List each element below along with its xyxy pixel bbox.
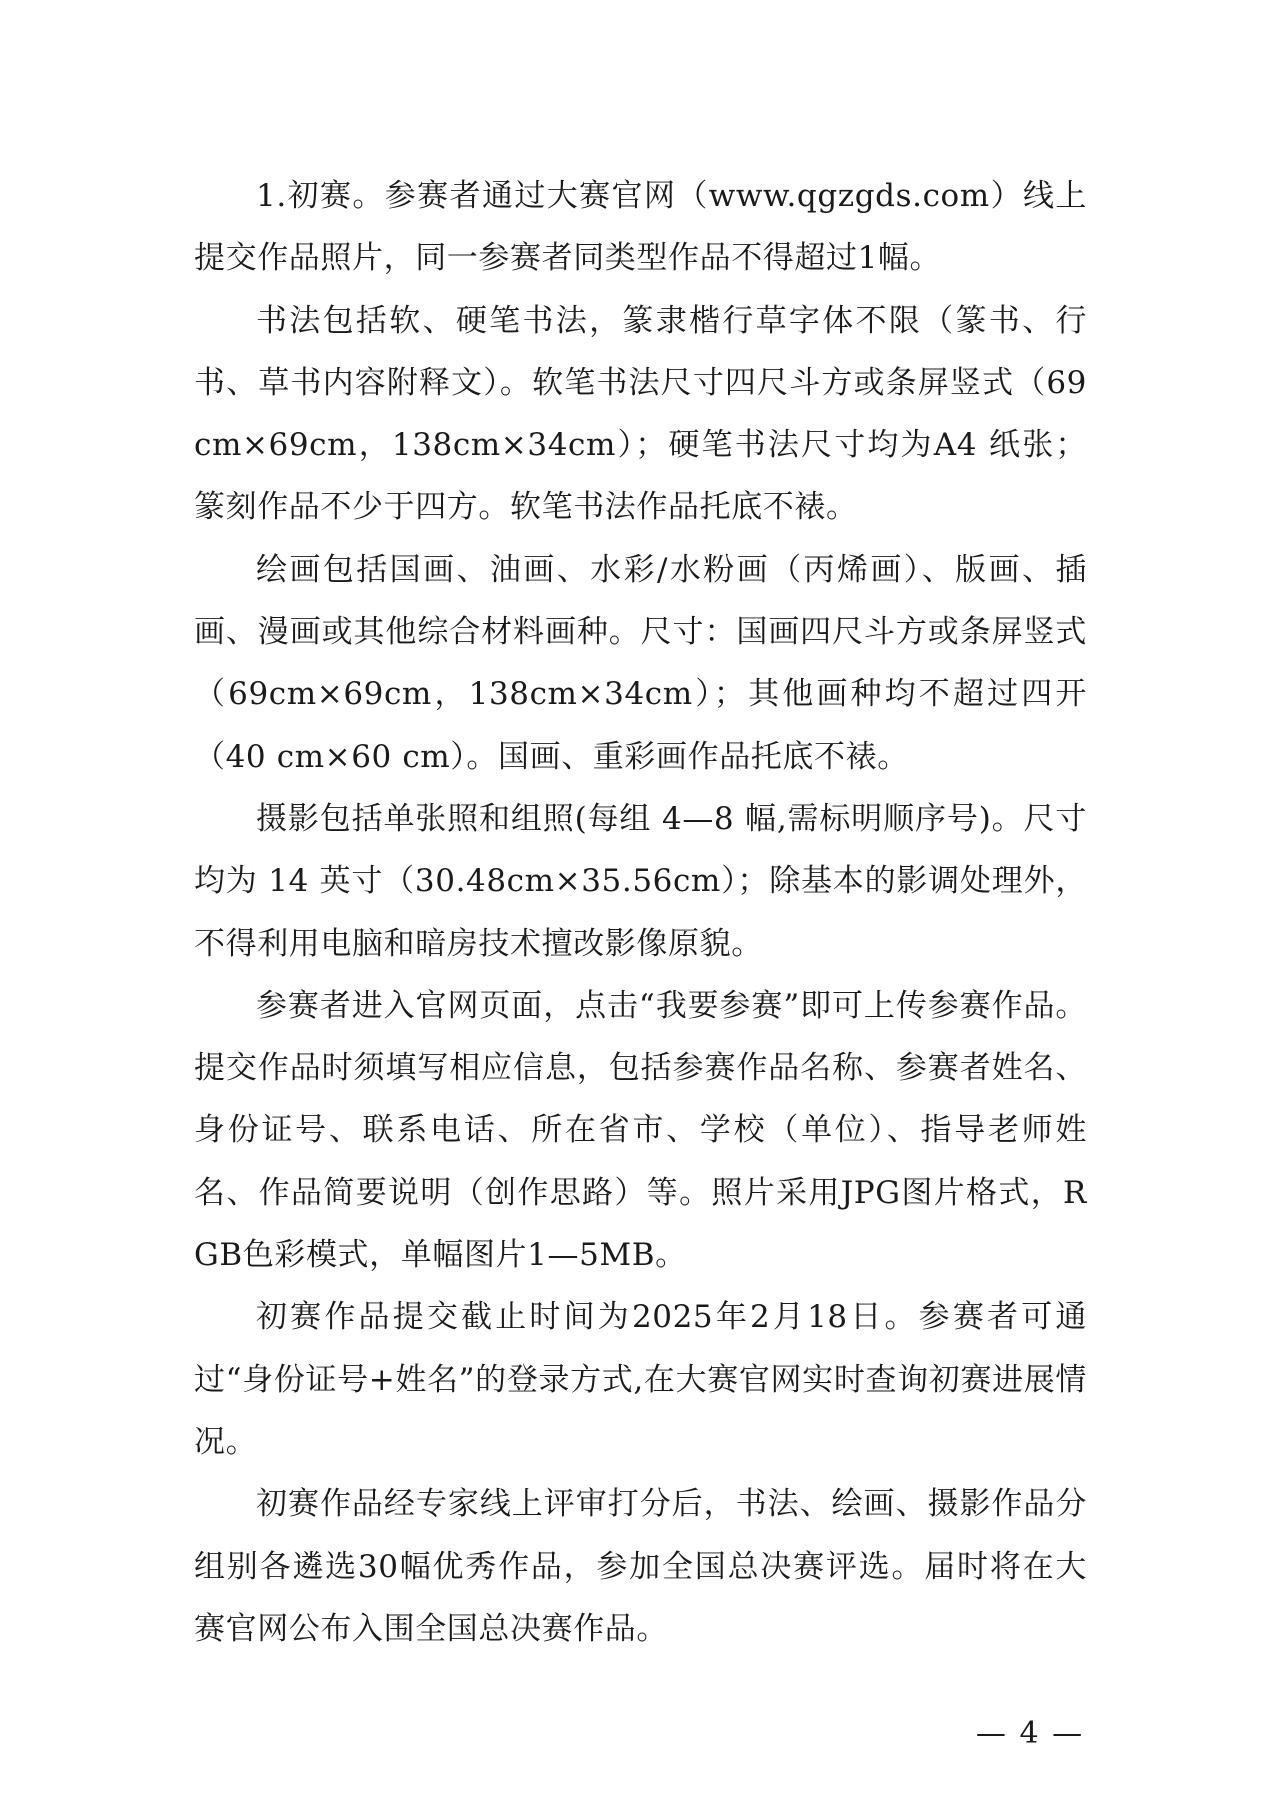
paragraph-review: 初赛作品经专家线上评审打分后，书法、绘画、摄影作品分组别各遴选30幅优秀作品，参加全国总决赛评选。届时将在大赛官网公布入围全国总决赛作品。 bbox=[194, 1486, 1087, 1647]
page-number: — 4 — bbox=[975, 1716, 1085, 1751]
paragraph-submission: 参赛者进入官网页面，点击“我要参赛”即可上传参赛作品。提交作品时须填写相应信息，包括参赛作品名称、参赛者姓名、身份证号、联系电话、所在省市、学校（单位）、指导老师姓名、作品简要说明（创作思路）等。照片采用JPG图片格式，RGB色彩模式，单幅图片1—5MB。 bbox=[194, 987, 1087, 1274]
paragraph-calligraphy: 书法包括软、硬笔书法，篆隶楷行草字体不限（篆书、行书、草书内容附释文）。软笔书法尺寸四尺斗方或条屏竖式（69cm×69cm，138cm×34cm）；硬笔书法尺寸均为A4 纸张；篆刻作品不少于四方。软笔书法作品托底不裱。 bbox=[194, 302, 1087, 526]
document-body bbox=[194, 165, 1087, 1660]
paragraph-painting: 绘画包括国画、油画、水彩/水粉画（丙烯画）、版画、插画、漫画或其他综合材料画种。尺寸：国画四尺斗方或条屏竖式（69cm×69cm，138cm×34cm）；其他画种均不超过四开（40 cm×60 cm）。国画、重彩画作品托底不裱。 bbox=[194, 551, 1087, 775]
paragraph-preliminary-round: 1.初赛。参赛者通过大赛官网（www.qgzgds.com）线上提交作品照片，同一参赛者同类型作品不得超过1幅。 bbox=[194, 178, 1087, 277]
paragraph-photography: 摄影包括单张照和组照(每组 4—8 幅,需标明顺序号)。尺寸均为 14 英寸（30.48cm×35.56cm）；除基本的影调处理外，不得利用电脑和暗房技术擅改影像原貌。 bbox=[194, 800, 1087, 962]
paragraph-deadline: 初赛作品提交截止时间为2025年2月18日。参赛者可通过“身份证号+姓名”的登录方式,在大赛官网实时查询初赛进展情况。 bbox=[194, 1299, 1087, 1460]
